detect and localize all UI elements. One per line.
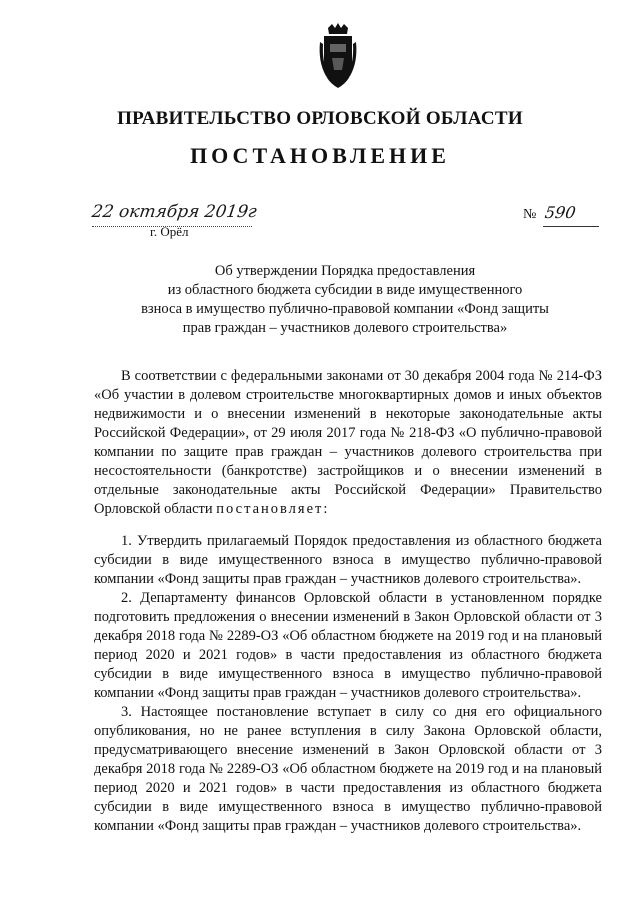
document-subject bbox=[120, 262, 570, 338]
city-label: г. Орёл bbox=[150, 224, 189, 239]
item-paragraph: 2. Департаменту финансов Орловской области в установленном порядке подготовить предложения о внесении изменений в Закон Орловской области от 3 декабря 2018 года № 2289-ОЗ «Об областном бюджете на 2019 год и на плановый период 2020 и 2021 годов» в части предоставления из областного бюджета субсидии в виде имущественного взноса в имущество публично-правовой компании «Фонд защиты прав граждан – участников долевого строительства». bbox=[94, 590, 602, 701]
handwritten-number: 590 bbox=[543, 203, 577, 222]
item-paragraph: 3. Настоящее постановление вступает в силу со дня его официального опубликования, но не ранее вступления в силу Закона Орловской области, предусматривающего внесение изменений в Закон Орловской области от 3 декабря 2018 года № 2289-ОЗ «Об областном бюджете на 2019 год и на плановый период 2020 и 2021 годов» в части предоставления из областного бюджета субсидии в виде имущественного взноса в имущество публично-правовой компании «Фонд защиты прав граждан – участников долевого строительства». bbox=[94, 704, 602, 834]
document-type-title: ПОСТАНОВЛЕНИЕ bbox=[190, 143, 450, 168]
subject-line: прав граждан – участников долевого строительства» bbox=[182, 320, 508, 336]
subject-line: Об утверждении Порядка предоставления bbox=[214, 263, 476, 279]
preamble-paragraph bbox=[94, 367, 602, 519]
preamble-text: В соответствии с федеральными законами от 30 декабря 2004 года № 214-ФЗ «Об участии в долевом строительстве многоквартирных домов и иных объектов недвижимости и о внесении изменений в некоторые законодательные акты Российской Федерации», от 29 июля 2017 года № 218-ФЗ «О публично-правовой компании по защите прав граждан – участников долевого строительства при несостоятельности (банкротстве) застройщиков и о внесении изменений в отдельные законодательные акты Российской Федерации» Правительство Орловской области bbox=[94, 368, 602, 517]
number-sign: № bbox=[523, 207, 537, 222]
government-title: ПРАВИТЕЛЬСТВО ОРЛОВСКОЙ ОБЛАСТИ bbox=[117, 108, 523, 129]
decree-word: постановляет: bbox=[216, 501, 330, 517]
subject-line: из областного бюджета субсидии в виде имущественного bbox=[167, 282, 523, 298]
handwritten-date: 22 октября 2019г bbox=[90, 202, 258, 222]
number-underline bbox=[543, 226, 599, 227]
item-paragraph: 1. Утвердить прилагаемый Порядок предоставления из областного бюджета субсидии в виде имущественного взноса в имущество публично-правовой компании «Фонд защиты прав граждан – участников долевого строительства». bbox=[94, 533, 602, 587]
subject-line: взноса в имущество публично-правовой компании «Фонд защиты bbox=[141, 301, 549, 317]
coat-of-arms-emblem bbox=[318, 22, 358, 90]
document-body bbox=[94, 367, 602, 836]
